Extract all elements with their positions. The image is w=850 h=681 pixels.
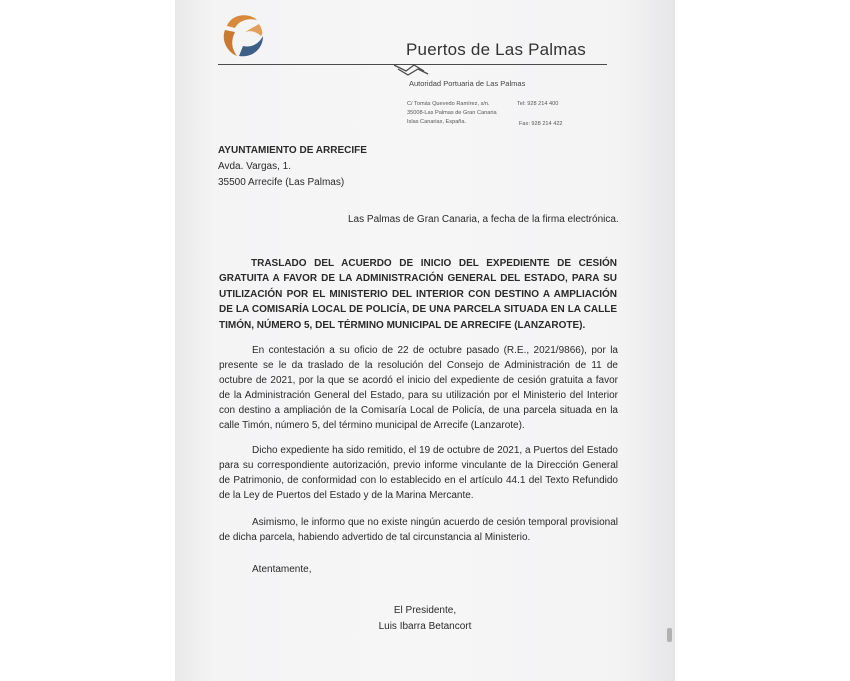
recipient-city: 35500 Arrecife (Las Palmas) xyxy=(218,177,345,188)
address-line: C/ Tomás Quevedo Ramírez, s/n. xyxy=(407,101,490,107)
org-name: Puertos de Las Palmas xyxy=(406,40,586,59)
fax-number: Fax: 928 214 422 xyxy=(519,121,563,127)
recipient-block xyxy=(218,143,367,191)
address-line: Islas Canarias, España. xyxy=(407,119,467,125)
org-subtitle: Autoridad Portuaria de Las Palmas xyxy=(409,79,526,88)
address-line: 35008-Las Palmas de Gran Canaria xyxy=(407,110,497,116)
closing: Atentamente, xyxy=(252,564,312,575)
paper-mark xyxy=(667,628,672,642)
signature-block xyxy=(325,603,525,635)
signatory-title: El Presidente, xyxy=(393,605,457,616)
letter-page xyxy=(175,0,675,681)
date-line: Las Palmas de Gran Canaria, a fecha de la firma electrónica. xyxy=(348,214,619,225)
postal-address xyxy=(407,100,497,127)
subject-heading: TRASLADO DEL ACUERDO DE INICIO DEL EXPEDIENTE DE CESIÓN GRATUITA A FAVOR DE LA ADMINISTRACIÓN GENERAL DEL ESTADO, PARA SU UTILIZACIÓN POR EL MINISTERIO DEL INTERIOR CON DESTINO A AMPLIACIÓN DE LA COMISARÍA LOCAL DE POLICÍA, DE UNA PARCELA SITUADA EN LA CALLE TIMÓN, NÚMERO 5, DEL TÉRMINO MUNICIPAL DE ARRECIFE (LANZAROTE). xyxy=(219,258,617,331)
body-paragraph: En contestación a su oficio de 22 de octubre pasado (R.E., 2021/9866), por la presente se le da traslado de la resolución del Consejo de Administración de 11 de octubre de 2021, por la que se acordó el inicio del expediente de cesión gratuita a favor de la Administración General del Estado, para su utilización por el Ministerio del Interior con destino a ampliación de la Comisaría Local de Policía, de una parcela situada en la calle Timón, número 5, del término municipal de Arrecife (Lanzarote). xyxy=(219,345,618,431)
phone-number: Tel: 928 214 400 xyxy=(517,101,559,107)
recipient-name: AYUNTAMIENTO DE ARRECIFE xyxy=(218,145,367,156)
recipient-street: Avda. Vargas, 1. xyxy=(218,161,292,172)
signatory-name: Luis Ibarra Betancort xyxy=(378,621,472,632)
body-paragraph: Dicho expediente ha sido remitido, el 19 de octubre de 2021, a Puertos del Estado para su correspondiente autorización, previo informe vinculante de la Dirección General de Patrimonio, de conformidad con lo establecido en el artículo 44.1 del Texto Refundido de la Ley de Puertos del Estado y de la Marina Mercante. xyxy=(219,445,618,501)
wave-mark-icon xyxy=(392,61,432,77)
port-authority-logo-icon xyxy=(219,10,265,60)
body-paragraph: Asimismo, le informo que no existe ningún acuerdo de cesión temporal provisional de dicha parcela, habiendo advertido de tal circunstancia al Ministerio. xyxy=(219,517,618,543)
